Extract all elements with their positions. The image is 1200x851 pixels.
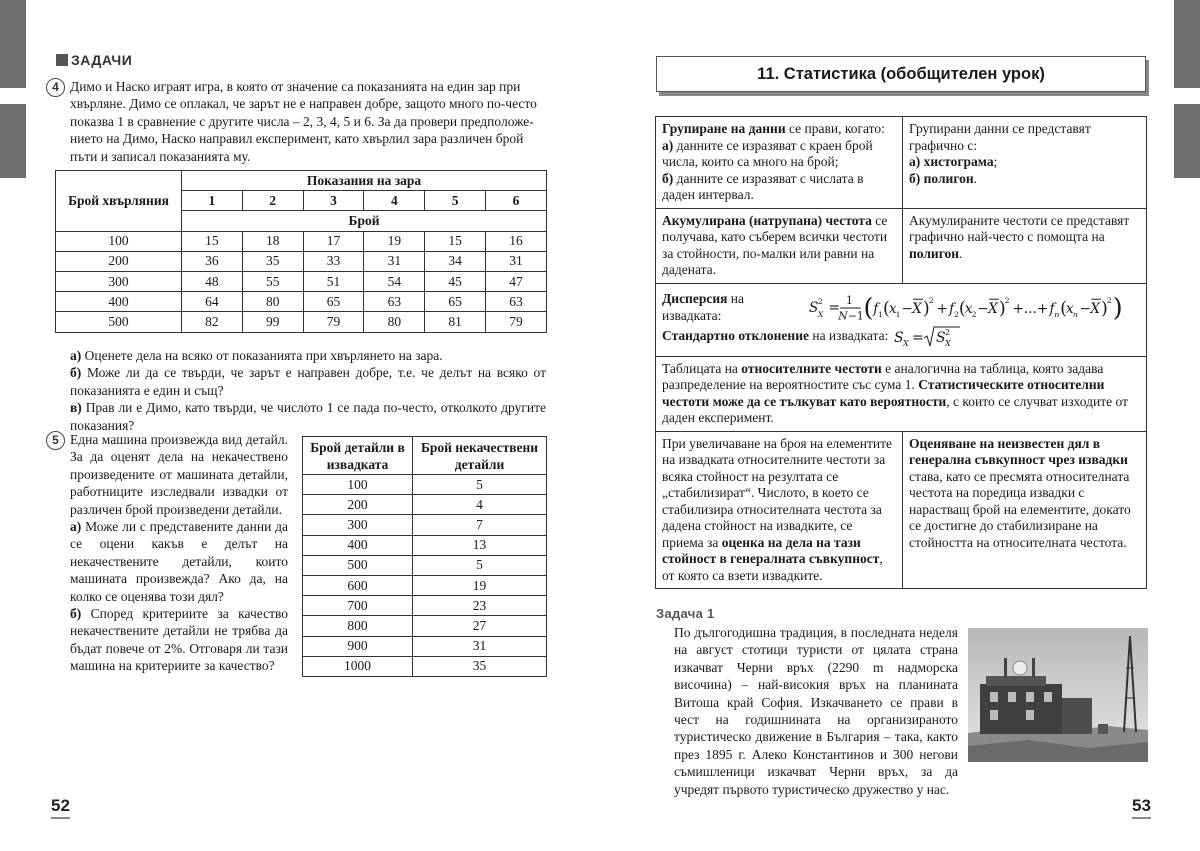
count-cell: 79	[303, 312, 364, 332]
svg-text:2: 2	[1106, 295, 1112, 305]
defects-cell: 5	[413, 475, 547, 495]
count-cell: 31	[364, 251, 425, 271]
count-cell: 45	[425, 271, 486, 291]
svg-text:N: N	[838, 309, 848, 323]
sample-size-cell: 200	[303, 495, 413, 515]
sample-size-cell: 800	[303, 616, 413, 636]
task1-text: По дългогодишна традиция, в последната неделя на август стотици туристи от цялата страна изкачват Черни връх (2290 m надморска височина) – най-високия връх на планината Витоша край София. Изкачването се прави в чест на годишнината на организираното туристическо движение в България – така, както през 1895 г. Алеко Константинов и 300 негови съмишленици изкачват Черни връх, за да учредят първото туристическо дружество у нас.	[674, 625, 958, 797]
summary-row	[656, 356, 1147, 431]
summary-cell: Оценяване на неизвестен дял в генерална съвкупност чрез извадки става, като се пресмята относителната честота на поредица извадки с нарастващ брой на елементите, докато се достигне до стабилизиране на стойността на относителната честота.	[903, 431, 1147, 589]
throws-cell: 300	[56, 271, 182, 291]
question-item: б) Според критериите за качество некачествените детайли не трябва да бъдат повече от 2%. Отговаря ли тази машина на критериите за качество?	[70, 606, 289, 674]
svg-text:+...+: +...+	[1012, 300, 1049, 317]
summary-cell: Акумулирана (натрупана) честота се получава, като съберем всички честоти за стойности, по-малки или равни на дадената.	[656, 208, 903, 283]
svg-text:−: −	[1079, 300, 1092, 317]
count-cell: 80	[242, 292, 303, 312]
svg-text:−: −	[977, 300, 989, 317]
svg-text:x: x	[964, 300, 973, 317]
dice-row-header: Брой хвърляния	[56, 171, 182, 232]
task5-text	[70, 431, 288, 675]
page-number: 52	[51, 796, 70, 819]
task5-intro: Една машина произвежда вид детайл. За да оценят дела на некачествено произведените от машината детайли, работниците изследвали извадки от различен брой произведени детайли.	[70, 432, 288, 517]
svg-text:(: (	[958, 298, 966, 319]
svg-text:): )	[998, 298, 1006, 319]
summary-cell: Групирани данни се представят графично с: а) хистограма; б) полигон.	[903, 117, 1147, 209]
face-header: 5	[425, 191, 486, 211]
count-sub-header: Брой	[182, 211, 547, 231]
svg-text:S: S	[936, 329, 946, 346]
svg-text:): )	[1112, 292, 1123, 322]
count-cell: 82	[182, 312, 243, 332]
defects-cell: 4	[413, 495, 547, 515]
stddev-formula	[894, 324, 964, 350]
table-row	[303, 535, 547, 555]
edge-tab	[1174, 0, 1200, 88]
throws-cell: 200	[56, 251, 182, 271]
count-cell: 17	[303, 231, 364, 251]
count-cell: 79	[486, 312, 547, 332]
summary-cell: Акумулираните честоти се представят графично най-често с помощта на полигон.	[903, 208, 1147, 283]
svg-text:X: X	[903, 338, 910, 348]
svg-text:x: x	[888, 300, 897, 317]
svg-text:−1: −1	[847, 309, 864, 323]
face-header: 4	[364, 191, 425, 211]
throws-cell: 500	[56, 312, 182, 332]
defects-cell: 19	[413, 575, 547, 595]
count-cell: 15	[182, 231, 243, 251]
count-cell: 64	[182, 292, 243, 312]
count-cell: 16	[486, 231, 547, 251]
count-cell: 48	[182, 271, 243, 291]
defects-table	[302, 436, 547, 677]
svg-text:=: =	[828, 299, 840, 316]
svg-text:X: X	[1090, 300, 1101, 317]
svg-text:2: 2	[954, 309, 960, 319]
task-number-badge: 4	[46, 78, 65, 97]
count-cell: 81	[425, 312, 486, 332]
text-line: хвърляне. Димо се оплакал, че зарът не е направен добре, защото много по-често	[70, 96, 537, 112]
edge-tab	[1174, 104, 1200, 178]
sample-size-cell: 1000	[303, 656, 413, 676]
task-number-badge: 5	[46, 431, 65, 450]
dice-table	[55, 170, 547, 333]
svg-text:(: (	[1060, 298, 1068, 319]
count-cell: 31	[486, 251, 547, 271]
sample-size-cell: 100	[303, 475, 413, 495]
count-cell: 51	[303, 271, 364, 291]
question-item: а) Оценете дела на всяко от показанията при хвърлянето на зара.	[70, 348, 443, 363]
table-row	[56, 271, 547, 291]
task4-questions	[70, 347, 546, 434]
table-row	[56, 231, 547, 251]
sample-size-cell: 500	[303, 555, 413, 575]
count-cell: 55	[242, 271, 303, 291]
sample-size-cell: 600	[303, 575, 413, 595]
svg-text:f: f	[873, 300, 879, 317]
face-header: 6	[486, 191, 547, 211]
stddev-formula-row: Стандартно отклонение на извадката: S X = S 2 X	[662, 324, 1140, 350]
dice-group-header: Показания на зара	[182, 171, 547, 191]
defects-cell: 5	[413, 555, 547, 575]
svg-text:f: f	[949, 300, 955, 317]
section-heading	[56, 52, 132, 68]
sample-size-cell: 400	[303, 535, 413, 555]
square-icon	[56, 54, 68, 66]
defects-cell: 27	[413, 616, 547, 636]
count-cell: 54	[364, 271, 425, 291]
throws-cell: 400	[56, 292, 182, 312]
svg-text:1: 1	[895, 309, 901, 319]
table-row	[303, 495, 547, 515]
defects-cell: 7	[413, 515, 547, 535]
defects-cell: 35	[413, 656, 547, 676]
svg-text:X: X	[945, 338, 952, 348]
face-header: 2	[242, 191, 303, 211]
text-line: нието на Димо, Наско направил експеримент, като хвърлил зара различен брой	[70, 131, 524, 147]
defects-col2-header: Брой некачествени детайли	[413, 437, 547, 475]
count-cell: 15	[425, 231, 486, 251]
count-cell: 34	[425, 251, 486, 271]
cherni-vrah-photo	[968, 628, 1148, 762]
svg-text:X: X	[912, 300, 922, 317]
summary-row	[656, 208, 1147, 283]
face-header: 1	[182, 191, 243, 211]
defects-cell: 31	[413, 636, 547, 656]
edge-tab	[0, 0, 26, 88]
svg-text:2: 2	[1004, 295, 1010, 305]
svg-text:n: n	[1072, 309, 1078, 319]
svg-text:S: S	[808, 299, 819, 316]
text-line: Димо и Наско играят игра, в която от значение са показанията на един зар при	[70, 79, 521, 94]
summary-cell: При увеличаване на броя на елементите на извадката относителните честоти за всяка стойност на резултата се „стабилизират“. Числото, в което се стабилизира относителната честота за дадена стойност на извадките, се приема за оценка на дела на тази стойност в генералната съвкупност, от която са взети извадките.	[656, 431, 903, 589]
svg-text:n: n	[1054, 309, 1060, 319]
summary-cell: Групиране на данни се прави, когато: а) данните се изразяват с краен брой числа, които са много на брой; б) данните се изразяват с числата в даден интервал.	[656, 117, 903, 209]
table-row	[303, 555, 547, 575]
svg-text:2: 2	[945, 327, 951, 337]
count-cell: 35	[242, 251, 303, 271]
throws-cell: 100	[56, 231, 182, 251]
table-row	[303, 636, 547, 656]
summary-row	[656, 117, 1147, 209]
task4-text	[70, 78, 546, 165]
count-cell: 18	[242, 231, 303, 251]
count-cell: 19	[364, 231, 425, 251]
table-row	[303, 515, 547, 535]
summary-cell: Таблицата на относителните честоти е аналогична на таблица, която задава разпределение на вероятностите със сума 1. Статистическите относителни честоти може да се тълкуват като вероятности, с които се случват изходите от даден експеримент.	[656, 356, 1147, 431]
svg-text:(: (	[882, 298, 890, 319]
face-header: 3	[303, 191, 364, 211]
summary-row	[656, 431, 1147, 589]
svg-text:f: f	[1049, 300, 1055, 317]
count-cell: 80	[364, 312, 425, 332]
count-cell: 65	[425, 292, 486, 312]
table-row	[303, 575, 547, 595]
svg-text:1: 1	[845, 293, 853, 307]
svg-text:−: −	[901, 300, 913, 317]
defects-col1-header: Брой детайли в извадката	[303, 437, 413, 475]
task1-heading: Задача 1	[656, 606, 715, 621]
svg-text:): )	[922, 298, 930, 319]
variance-formula-row: Дисперсия на извадката: S 2 X = 1 N −1 ( f 1 ( x 1 − X ) 2 + f 2 ( x 2 − X ) 2 +...+ f n ( x n − X ) 2 )	[662, 292, 1140, 324]
count-cell: 36	[182, 251, 243, 271]
table-row	[303, 596, 547, 616]
count-cell: 65	[303, 292, 364, 312]
table-row	[303, 656, 547, 676]
svg-text:=: =	[912, 329, 925, 346]
svg-text:x: x	[1066, 300, 1074, 317]
svg-text:2: 2	[817, 296, 823, 306]
svg-text:): )	[1101, 298, 1108, 319]
svg-text:2: 2	[971, 309, 977, 319]
svg-text:(: (	[863, 292, 874, 322]
count-cell: 99	[242, 312, 303, 332]
section-heading-label: ЗАДАЧИ	[71, 52, 133, 68]
question-item: в) Прав ли е Димо, като твърди, че числото 1 се пада по-често, отколкото другите показания?	[70, 400, 546, 433]
count-cell: 63	[364, 292, 425, 312]
text-line: пъти и записал показанията му.	[70, 148, 251, 164]
svg-text:X: X	[988, 300, 998, 317]
question-item: а) Може ли с представените данни да се оцени какъв е делът на некачествените детайли, които машината произвежда? Ако да, на колко се оценява този дял?	[70, 519, 289, 604]
table-row	[303, 616, 547, 636]
svg-text:S: S	[894, 329, 904, 346]
svg-text:2: 2	[928, 295, 934, 305]
table-row	[56, 292, 547, 312]
defects-cell: 23	[413, 596, 547, 616]
page-number: 53	[1132, 796, 1151, 819]
sample-size-cell: 700	[303, 596, 413, 616]
summary-table	[655, 116, 1147, 589]
svg-text:+: +	[936, 300, 948, 317]
svg-text:1: 1	[878, 309, 884, 319]
text-line: показва 1 в сравнение с другите числа – 2, 3, 4, 5 и 6. За да провери предположе-	[70, 113, 534, 129]
formula-cell	[656, 283, 1147, 356]
summary-row	[656, 283, 1147, 356]
edge-tab	[0, 104, 26, 178]
count-cell: 33	[303, 251, 364, 271]
table-row	[56, 251, 547, 271]
sample-size-cell: 900	[303, 636, 413, 656]
variance-formula	[809, 292, 1140, 324]
sample-size-cell: 300	[303, 515, 413, 535]
lesson-title: 11. Статистика (обобщителен урок)	[656, 56, 1146, 92]
question-item: б) Може ли да се твърди, че зарът е направен добре, т.е. че делът на всяко от показанията е един и същ?	[70, 365, 547, 398]
defects-cell: 13	[413, 535, 547, 555]
table-row	[303, 475, 547, 495]
count-cell: 63	[486, 292, 547, 312]
svg-text:X: X	[817, 309, 824, 319]
count-cell: 47	[486, 271, 547, 291]
table-row	[56, 312, 547, 332]
